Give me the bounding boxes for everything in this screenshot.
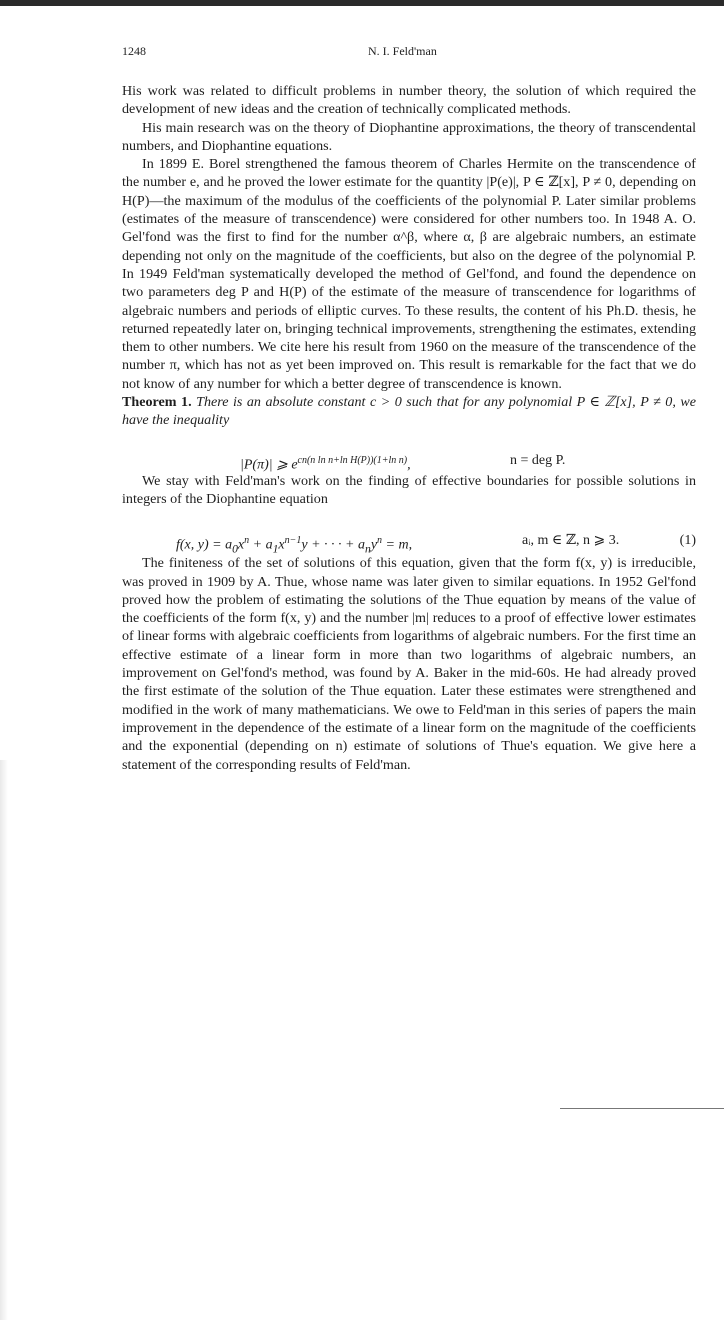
equation-2-formula [176,532,412,558]
equation-1-exponent: cn(n ln n+ln H(P))(1+ln n) [297,454,408,466]
eq2-part: x [237,537,245,553]
eq2-part: f(x, y) = a [176,537,233,553]
theorem-statement: There is an absolute constant c > 0 such that for any polynomial P ∈ ℤ[x], P ≠ 0, we have the inequality [122,394,696,429]
page-header [122,44,696,64]
scan-line [560,1108,724,1109]
equation-number: (1) [679,533,696,549]
equation-1 [122,448,696,472]
eq2-sup: n [244,535,250,547]
equation-1-base: |P(π)| ⩾ e [240,457,298,473]
running-head: N. I. Feld'man [368,44,437,58]
eq2-part: = m, [382,537,413,553]
equation-1-comma: , [407,457,411,473]
paragraph-3: In 1899 E. Borel strengthened the famous theorem of Charles Hermite on the transcendence of the number e, and he proved the lower estimate for the quantity |P(e)|, P ∈ ℤ[x], P ≠ 0, depending on H(P)—the maximum of the modulus of the coefficients of the polynomial P. Later similar problems (estimates of the measure of transcendence) were considered for other numbers too. In 1948 A. O. Gel'fond was the first to find for the number α^β, where α, β are algebraic numbers, an estimate depending not only on the magnitude of the coefficients, but also on the degree of the polynomial P. In 1949 Feld'man systematically developed the method of Gel'fond, and found the dependence on two parameters deg P and H(P) of the estimate of the measure of transcendence for logarithms of algebraic numbers and periods of elliptic curves. To these results, the content of his Ph.D. thesis, he returned repeatedly later on, bringing technical improvements, strengthening the estimates, extending them to other numbers. We cite here his result from 1960 on the measure of the transcendence of the number π, which has not as yet been improved on. This result is remarkable for the fact that we do not know of any number for which a better degree of transcendence is known. [122,156,696,392]
top-scan-border [0,0,724,6]
eq2-part: y [370,537,378,553]
page-content [122,44,696,774]
eq2-part: + a [249,537,273,553]
theorem-label: Theorem 1. [122,394,192,411]
paragraph-1: His work was related to difficult problems in number theory, the solution of which required the development of new ideas and the creation of technically complicated methods. [122,83,696,118]
eq2-part: y + · · · + a [301,537,365,553]
eq2-sub: n [365,542,371,556]
eq2-sup: n [377,535,383,547]
equation-1-condition: n = deg P. [510,452,566,468]
paragraph-5: The finiteness of the set of solutions of this equation, given that the form f(x, y) is irreducible, was proved in 1909 by A. Thue, whose name was later given to similar equations. In 1952 Gel'fond proved how the problem of estimating the solutions of the Thue equation by means of the value of the coefficients of the form f(x, y) and the number |m| reduces to a proof of effective lower estimates of linear forms with algebraic coefficients from logarithms of algebraic numbers. For the first time an effective estimate of a linear form in more than two logarithms of algebraic numbers, an improvement on Gel'fond's method, was found by A. Baker in the mid-60s. He had already proved the first estimate of the solution of the Thue equation. Later these estimates were strengthened and modified in the work of many mathematicians. We owe to Feld'man in this series of papers the main improvement in the dependence of the estimate of a linear form on the magnitude of the coefficients and the exponential (depending on n) estimate of solutions of Thue's equation. We give here a statement of the corresponding results of Feld'man. [122,555,696,773]
scan-shadow [0,760,8,1320]
paragraph-4: We stay with Feld'man's work on the finding of effective boundaries for possible solutions in integers of the Diophantine equation [122,472,696,507]
eq2-sub: 1 [272,542,279,556]
eq2-sup: n−1 [284,535,302,547]
page-number: 1248 [122,44,146,58]
equation-2 [122,528,696,554]
equation-2-condition: aᵢ, m ∈ ℤ, n ⩾ 3. [522,533,620,549]
paragraph-2: His main research was on the theory of Diophantine approximations, the theory of transcendental numbers, and Diophantine equations. [122,119,696,154]
eq2-part: x [278,537,285,553]
eq2-sub: 0 [232,542,238,556]
body-text [122,82,696,774]
equation-1-lhs [240,452,411,475]
theorem-1 [122,393,696,430]
